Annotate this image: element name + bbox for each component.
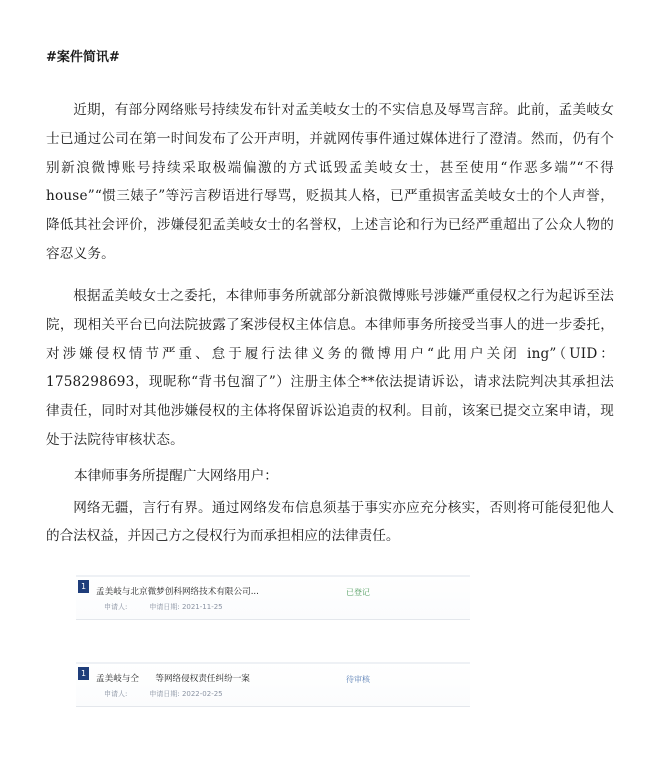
case-meta <box>104 602 223 612</box>
case-title[interactable]: 孟美岐与北京微梦创科网络技术有限公司... <box>96 587 259 597</box>
case-applicant-label: 申请人: <box>104 690 128 698</box>
case-divider <box>76 662 470 664</box>
notice-intro: 本律师事务所提醒广大网络用户： <box>74 468 278 484</box>
case-meta <box>104 689 223 699</box>
case-divider <box>76 575 470 577</box>
heading: #案件简讯# <box>46 50 120 65</box>
case-card[interactable] <box>76 575 470 620</box>
case-status: 待审核 <box>346 675 370 684</box>
case-applicant-label: 申请人: <box>104 603 128 611</box>
case-date: 申请日期: 2022-02-25 <box>149 690 223 698</box>
case-card[interactable] <box>76 662 470 707</box>
notice-body: 网络无疆，言行有界。通过网络发布信息须基于事实亦应充分核实，否则将可能侵犯他人的合法权益，并因己方之侵权行为而承担相应的法律责任。 <box>46 500 614 544</box>
case-status: 已登记 <box>346 588 370 597</box>
case-number-badge: 1 <box>78 667 89 680</box>
case-number-badge: 1 <box>78 580 89 593</box>
case-title[interactable]: 孟美岐与仝 等网络侵权责任纠纷一案 <box>96 674 250 684</box>
paragraph-1: 近期，有部分网络账号持续发布针对孟美岐女士的不实信息及辱骂言辞。此前，孟美岐女士已通过公司在第一时间发布了公开声明，并就网传事件通过媒体进行了澄清。然而，仍有个别新浪微博账号持续采取极端偏激的方式诋毁孟美岐女士，甚至使用“作恶多端”“不得 house”“惯三婊子”等污言秽语进行辱骂，贬损其人格，已严重损害孟美岐女士的个人声誉，降低其社会评价，涉嫌侵犯孟美岐女士的名誉权，上述言论和行为已经严重超出了公众人物的容忍义务。 <box>46 102 614 262</box>
case-date: 申请日期: 2021-11-25 <box>149 603 223 611</box>
paragraph-2: 根据孟美岐女士之委托，本律师事务所就部分新浪微博账号涉嫌严重侵权之行为起诉至法院，现相关平台已向法院披露了案涉侵权主体信息。本律师事务所接受当事人的进一步委托，对涉嫌侵权情节严重、怠于履行法律义务的微博用户“此用户关闭 ing”（UID：1758298693，现昵称“背书包溜了”）注册主体仝**依法提请诉讼，请求法院判决其承担法律责任，同时对其他涉嫌侵权的主体将保留诉讼追责的权利。目前，该案已提交立案申请，现处于法院待审核状态。 <box>46 288 614 448</box>
